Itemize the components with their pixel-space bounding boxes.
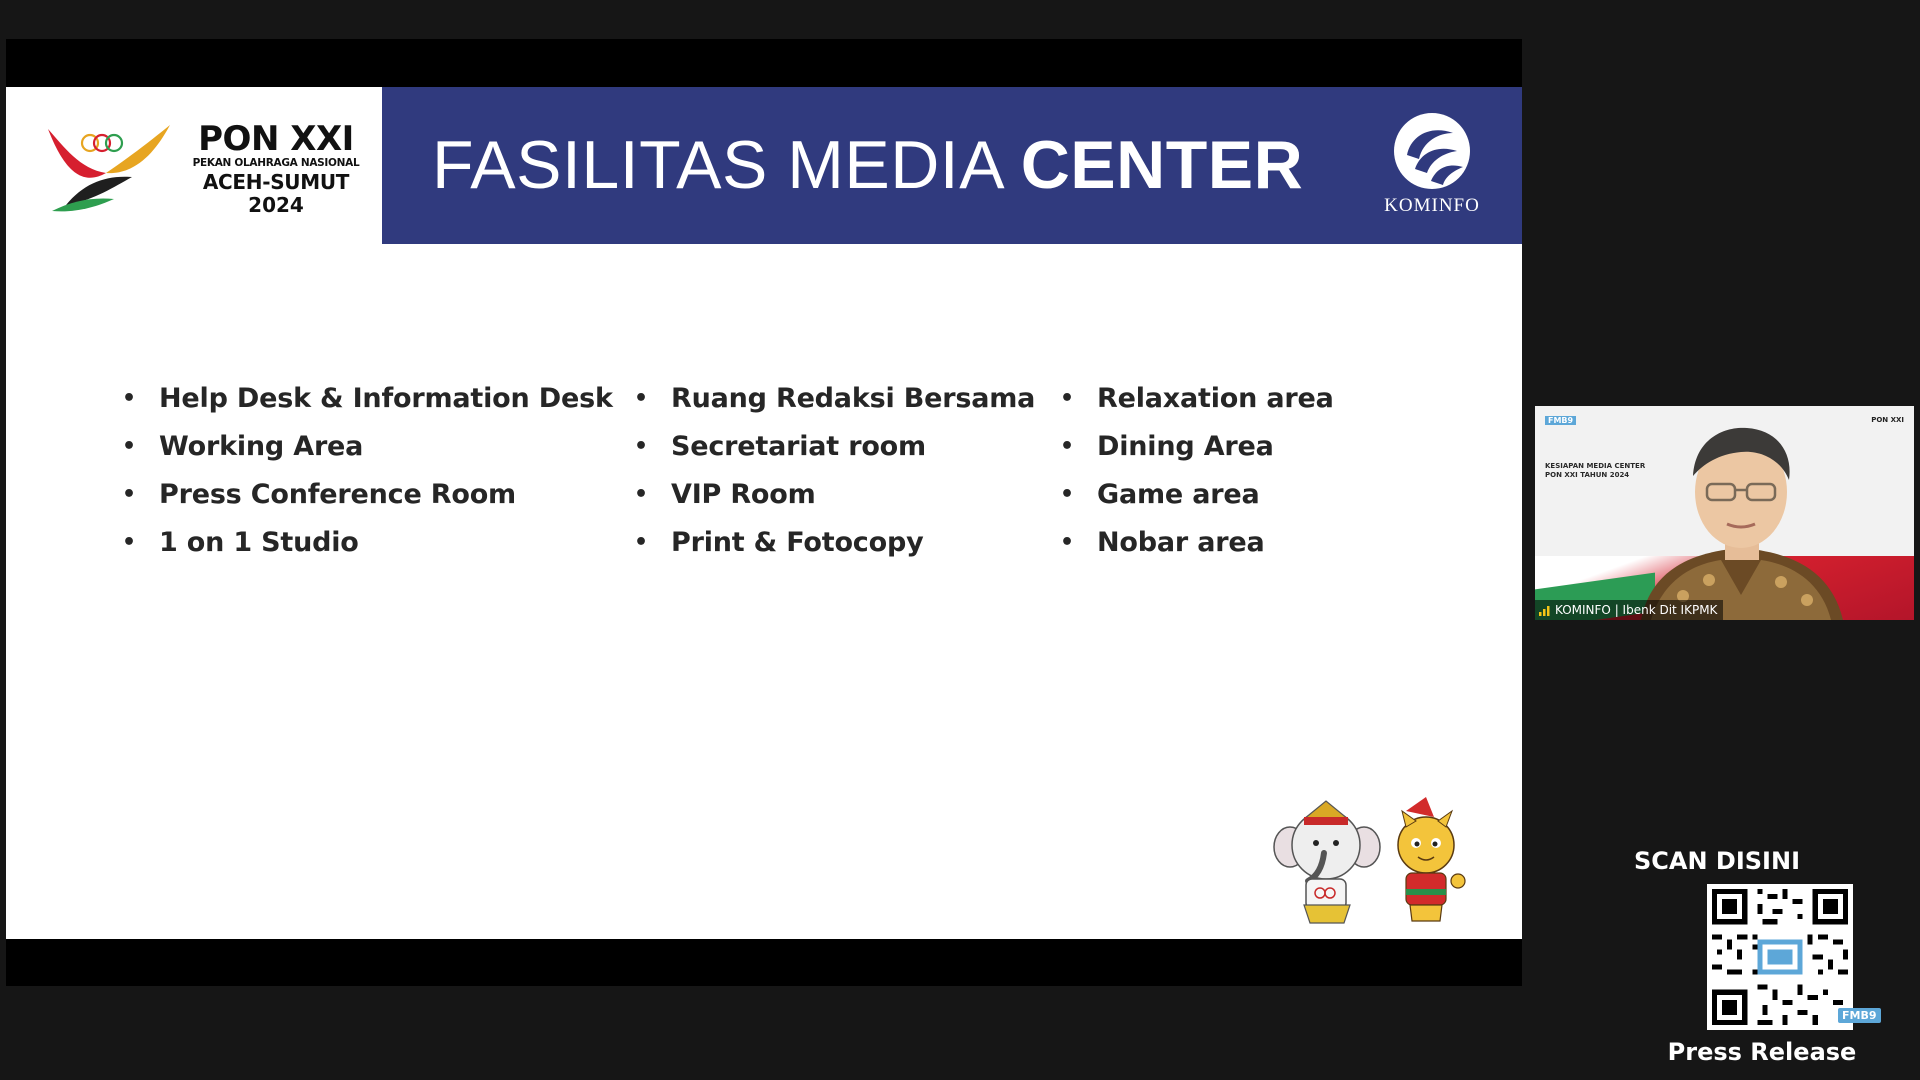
pon-emblem-icon bbox=[44, 117, 172, 217]
kominfo-emblem-icon bbox=[1391, 111, 1473, 191]
pon-region: ACEH-SUMUT bbox=[202, 170, 350, 194]
mascot-illustration-icon bbox=[1268, 797, 1478, 927]
pon-year: 2024 bbox=[248, 193, 304, 217]
slide-title-regular: FASILITAS MEDIA bbox=[432, 127, 1021, 203]
video-logo-label: FMB9 bbox=[1545, 416, 1576, 425]
facility-list-column-3 bbox=[1060, 375, 1334, 567]
facility-list-column-1 bbox=[122, 375, 613, 567]
list-item: • 1 on 1 Studio bbox=[122, 519, 613, 567]
pon-subtitle: PEKAN OLAHRAGA NASIONAL bbox=[192, 157, 360, 169]
presentation-slide bbox=[6, 87, 1522, 939]
screen-share-area bbox=[6, 39, 1522, 986]
event-badge-line2: PON XXI TAHUN 2024 bbox=[1545, 471, 1630, 479]
list-item: • Press Conference Room bbox=[122, 471, 613, 519]
pon-logo-area bbox=[6, 87, 382, 244]
press-release-label: Press Release bbox=[1667, 1038, 1857, 1066]
participant-person-icon bbox=[1631, 420, 1851, 620]
participant-name: KOMINFO | Ibenk Dit IKPMK bbox=[1555, 603, 1718, 617]
qr-code-icon[interactable] bbox=[1707, 884, 1853, 1030]
list-item: • Secretariat room bbox=[634, 423, 1035, 471]
list-item: • Relaxation area bbox=[1060, 375, 1334, 423]
kominfo-logo bbox=[1372, 111, 1492, 231]
pon-logo-text bbox=[176, 121, 376, 216]
scan-here-label: SCAN DISINI bbox=[1634, 847, 1800, 875]
kominfo-wordmark: KOMINFO bbox=[1384, 195, 1480, 216]
list-item: • Game area bbox=[1060, 471, 1334, 519]
list-item: • Dining Area bbox=[1060, 423, 1334, 471]
video-overlay-logos bbox=[1545, 416, 1576, 425]
list-item: • Nobar area bbox=[1060, 519, 1334, 567]
slide-banner bbox=[382, 87, 1522, 244]
list-item: • Help Desk & Information Desk bbox=[122, 375, 613, 423]
pon-title: PON XXI bbox=[198, 119, 354, 159]
event-badge-line1: KESIAPAN MEDIA CENTER bbox=[1545, 462, 1646, 470]
participant-name-label bbox=[1535, 600, 1723, 620]
slide-title bbox=[432, 125, 1303, 205]
list-item: • VIP Room bbox=[634, 471, 1035, 519]
qr-fmb9-badge: FMB9 bbox=[1838, 1008, 1881, 1023]
participant-video-tile[interactable] bbox=[1535, 406, 1914, 620]
facility-list-column-2 bbox=[634, 375, 1035, 567]
list-item: • Ruang Redaksi Bersama bbox=[634, 375, 1035, 423]
list-item: • Working Area bbox=[122, 423, 613, 471]
list-item: • Print & Fotocopy bbox=[634, 519, 1035, 567]
slide-title-bold: CENTER bbox=[1020, 127, 1304, 203]
video-overlay-pon-label: PON XXI bbox=[1871, 416, 1904, 424]
signal-strength-icon bbox=[1539, 606, 1551, 616]
